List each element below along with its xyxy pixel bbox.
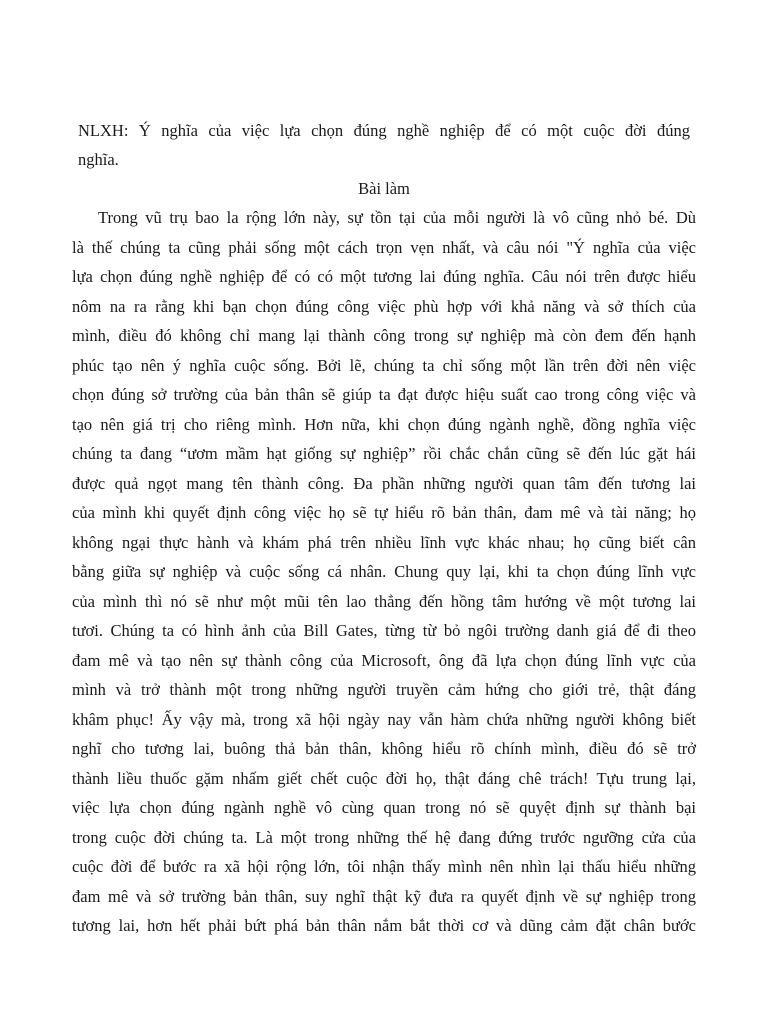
body-line: của mình khi quyết định công việc họ sẽ tự hiểu rõ bản thân, đam mê và tài năng; họ [72,503,696,522]
body-line: chúng ta đang “ươm mầm hạt giống sự nghiệp” rồi chắc chắn cũng sẽ đến lúc gặt hái [72,444,696,463]
body-line: tương lai, hơn hết phải bứt phá bản thân nắm bắt thời cơ và dũng cảm đặt chân bước [72,916,696,935]
document-body [72,203,696,941]
body-line: tạo nên giá trị cho riêng mình. Hơn nữa, khi chọn đúng ngành nghề, đồng nghĩa việc [72,414,696,434]
body-line: phúc tạo nên ý nghĩa cuộc sống. Bởi lẽ, chúng ta chỉ sống một lần trên đời nên việc [72,355,696,375]
body-line: nôm na ra rằng khi bạn chọn đúng công việc phù hợp với khả năng và sở thích của [72,296,696,316]
body-line: tươi. Chúng ta có hình ảnh của Bill Gates, từng từ bỏ ngôi trường danh giá để đi theo [72,621,696,640]
body-line: mình, điều đó không chỉ mang lại thành công trong sự nghiệp mà còn đem đến hạnh [72,326,696,345]
body-line: chọn đúng sở trường của bản thân sẽ giúp ta đạt được hiệu suất cao trong công việc và [72,385,696,404]
body-line: được quả ngọt mang tên thành công. Đa phần những người quan tâm đến tương lai [72,473,696,493]
body-line: trong cuộc đời chúng ta. Là một trong những thế hệ đang đứng trước ngưỡng cửa của [72,827,696,847]
body-line: mình và trở thành một trong những người truyền cảm hứng cho giới trẻ, thật đáng [72,680,696,699]
body-line: bằng giữa sự nghiệp và cuộc sống cá nhân. Chung quy lại, khi ta chọn đúng lĩnh vực [72,562,696,581]
body-line: đam mê và sở trường bản thân, suy nghĩ thật kỹ đưa ra quyết định về sự nghiệp trong [72,886,696,906]
document-heading [78,116,690,174]
body-line: là thế chúng ta cũng phải sống một cách trọn vẹn nhất, và câu nói "Ý nghĩa của việc [72,237,696,257]
body-line: của mình thì nó sẽ như một mũi tên lao thẳng đến hồng tâm hướng về một tương lai [72,591,696,611]
heading-line-1: NLXH: Ý nghĩa của việc lựa chọn đúng nghề nghiệp để có một cuộc đời đúng [78,121,690,140]
body-line: việc lựa chọn đúng ngành nghề vô cùng quan trong nó sẽ quyệt định sự thành bại [72,798,696,817]
body-line: không ngại thực hành và khám phá trên nhiều lĩnh vực khác nhau; họ cũng biết cân [72,532,696,552]
body-line: lựa chọn đúng nghề nghiệp để có có một tương lai đúng nghĩa. Câu nói trên được hiểu [72,267,696,286]
body-line: khâm phục! Ấy vậy mà, trong xã hội ngày nay vẫn hàm chứa những người không biết [72,709,696,729]
body-line: đam mê và tạo nên sự thành công của Microsoft, ông đã lựa chọn đúng lĩnh vực của [72,650,696,670]
body-line: nghĩ cho tương lai, buông thả bản thân, không hiểu rõ chính mình, điều đó sẽ trở [72,739,696,758]
body-line: Trong vũ trụ bao la rộng lớn này, sự tồn tại của mỗi người là vô cũng nhỏ bé. Dù [98,208,696,227]
heading-line-2: nghĩa. [78,150,119,169]
document-subtitle: Bài làm [358,179,410,198]
body-line: thành liều thuốc gặm nhấm giết chết cuộc đời họ, thật đáng chê trách! Tựu trung lại, [72,768,696,788]
body-line: cuộc đời để bước ra xã hội rộng lớn, tôi nhận thấy mình nên nhìn lại thấu hiểu những [72,857,696,876]
